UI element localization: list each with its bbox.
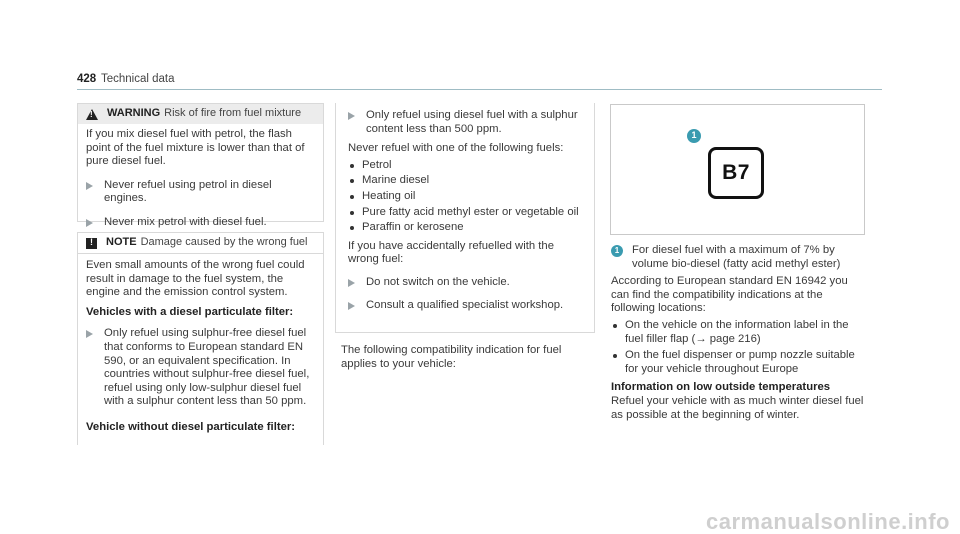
note-exclamation-icon: !: [86, 238, 97, 249]
bullet-dot-icon: [350, 195, 354, 199]
list-item: [348, 159, 582, 173]
list-item: [348, 221, 582, 235]
warning-body: If you mix diesel fuel with petrol, the flash point of the fuel mixture is lower than that of pure diesel fuel.: [86, 128, 305, 168]
bullet-dot-icon: [613, 354, 617, 358]
b7-fuel-label: [708, 147, 764, 199]
locations-list: [611, 319, 869, 376]
note-box: [77, 232, 324, 445]
warning-band: [78, 104, 323, 124]
location-text: On the fuel dispenser or pump nozzle suitable for your vehicle throughout Europe: [625, 349, 855, 375]
note-band: [78, 233, 323, 254]
note-label: NOTE: [106, 236, 137, 249]
list-item-text: Petrol: [362, 158, 392, 171]
note-action: [348, 299, 582, 313]
wrong-fuels-list: [348, 159, 582, 235]
section-title: Technical data: [101, 73, 175, 85]
list-item-text: Marine diesel: [362, 174, 430, 187]
action-arrow-icon: [86, 330, 93, 338]
bullet-dot-icon: [350, 164, 354, 168]
bullet-dot-icon: [350, 226, 354, 230]
note-heading-without-filter: Vehicle without diesel particulate filter:: [86, 420, 296, 433]
header-rule: [77, 89, 882, 90]
bullet-dot-icon: [350, 211, 354, 215]
note-body: Even small amounts of the wrong fuel could result in damage to the fuel system, the engine and the emission control system.: [86, 259, 305, 299]
low-temp-heading: Information on low outside temperatures: [611, 381, 831, 394]
action-arrow-icon: [348, 112, 355, 120]
page-number: 428: [77, 73, 97, 85]
fuel-label-figure: [610, 104, 865, 235]
warning-label: WARNING: [107, 107, 161, 120]
note-action-text: Only refuel using sulphur-free diesel fuel that conforms to European standard EN 590, or an equivalent specification. In countries without sulphur-free diesel fuel, refuel using only low-sulphur diesel fuel with a sulphur content less than 50 ppm.: [104, 327, 310, 408]
watermark-logo: carmanualsonline.info: [706, 509, 950, 534]
list-item: [348, 206, 582, 220]
note-box-continued: [335, 103, 595, 333]
compat-intro: The following compatibility indication for fuel applies to your vehicle:: [341, 344, 562, 370]
note-action-text: Do not switch on the vehicle.: [366, 275, 510, 288]
note-action-text: Consult a qualified specialist workshop.: [366, 298, 564, 311]
action-arrow-icon: [86, 182, 93, 190]
legend-block: [611, 244, 869, 422]
warning-action-text: Never mix petrol with diesel fuel.: [104, 215, 267, 228]
action-arrow-icon: [348, 279, 355, 287]
legend-item: [611, 244, 869, 271]
accident-text: If you have accidentally refuelled with the wrong fuel:: [348, 239, 554, 266]
warning-title: Risk of fire from fuel mixture: [164, 107, 302, 120]
legend-number-badge: 1: [611, 245, 623, 257]
b7-label-text: B7: [722, 161, 750, 185]
list-item-text: Paraffin or kerosene: [362, 221, 464, 234]
bullet-dot-icon: [350, 179, 354, 183]
action-arrow-icon: [86, 219, 93, 227]
list-item: [611, 319, 869, 346]
list-item: [348, 174, 582, 188]
note-action: [348, 109, 582, 136]
list-item-text: Pure fatty acid methyl ester or vegetable oil: [362, 205, 579, 218]
list-item-text: Heating oil: [362, 189, 416, 202]
legend-text: For diesel fuel with a maximum of 7% by volume bio-diesel (fatty acid methyl ester): [632, 244, 841, 270]
figure-callout-badge: 1: [687, 129, 701, 143]
list-item: [348, 190, 582, 204]
note-title: Damage caused by the wrong fuel: [140, 236, 308, 249]
note-action: [348, 276, 582, 290]
list-item: [611, 349, 869, 376]
warning-triangle-icon: [86, 109, 98, 120]
note-action-text: Only refuel using diesel fuel with a sulphur content less than 500 ppm.: [366, 109, 578, 135]
standard-text: According to European standard EN 16942 you can find the compatibility indications at the following locations:: [611, 275, 848, 315]
low-temp-text: Refuel your vehicle with as much winter diesel fuel as possible at the beginning of winter.: [611, 394, 864, 421]
warning-action: [86, 216, 315, 230]
note-action: [86, 327, 315, 409]
warning-action-text: Never refuel using petrol in diesel engines.: [104, 178, 272, 205]
never-refuel-intro: Never refuel with one of the following fuels:: [348, 142, 564, 155]
action-arrow-icon: [348, 302, 355, 310]
location-text[interactable]: On the vehicle on the information label in the fuel filler flap (→ page 216): [625, 318, 849, 345]
warning-action: [86, 179, 315, 206]
bullet-dot-icon: [613, 324, 617, 328]
note-heading-with-filter: Vehicles with a diesel particulate filter:: [86, 305, 294, 318]
warning-box: [77, 103, 324, 228]
